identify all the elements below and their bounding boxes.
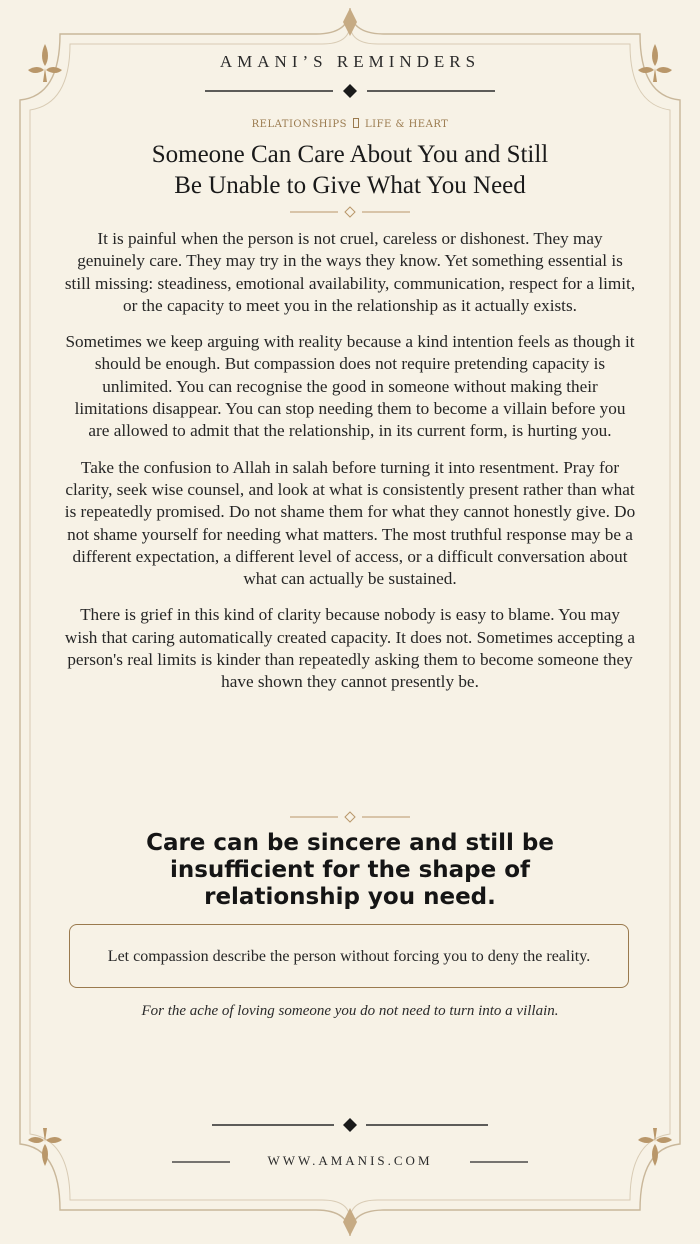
category-relationships: RELATIONSHIPS	[251, 119, 347, 130]
small-diamond-icon	[345, 812, 355, 822]
category-life-heart: LIFE & HEART	[364, 119, 449, 130]
quote-line-1: Care can be sincere and still be	[146, 830, 554, 856]
paragraph-3: Take the confusion to Allah in salah before turning it into resentment. Pray for clarity, seek wise counsel, and look at what is consistently present rather than what is repeatedly promised. Do not shame them for what they cannot honestly give. Do not shame yourself for needing what matters. The most truthful response may be a different expectation, a different level of access, or a difficult conversation about what can actually be sustained.	[64, 457, 636, 589]
quote-divider	[290, 810, 410, 824]
small-diamond-icon	[345, 207, 355, 217]
bottom-diamond-ornament	[340, 1206, 360, 1238]
paragraph-1: It is painful when the person is not cruel, careless or dishonest. They may genuinely care. They may try in the ways they know. Yet something essential is still missing: steadiness, emotional availability, communication, respect for a limit, or the capacity to meet you in the relationship as it actually exists.	[64, 229, 636, 315]
article-body	[64, 228, 636, 708]
quote-line-3: relationship you need.	[204, 884, 496, 910]
dedication-text: For the ache of loving someone you do not need to turn into a villain.	[141, 1003, 559, 1019]
title-line-1: Someone Can Care About You and Still	[151, 141, 549, 168]
pull-quote	[0, 830, 700, 911]
brand-title: AMANI’S REMINDERS	[219, 52, 481, 71]
page-title	[0, 139, 700, 201]
title-divider	[290, 205, 410, 219]
title-line-2: Be Unable to Give What You Need	[174, 172, 526, 199]
category-label	[0, 118, 700, 130]
category-separator-icon	[353, 118, 359, 128]
top-diamond-ornament	[340, 6, 360, 38]
diamond-icon	[343, 84, 357, 98]
callout-box	[69, 924, 629, 988]
header-divider	[205, 82, 495, 100]
website-link[interactable]: WWW.AMANIS.COM	[267, 1153, 433, 1168]
callout-text: Let compassion describe the person without forcing you to deny the reality.	[107, 947, 591, 965]
footer-divider	[212, 1116, 488, 1134]
quote-line-2: insufficient for the shape of	[169, 857, 531, 883]
paragraph-2: Sometimes we keep arguing with reality because a kind intention feels as though it should be enough. But compassion does not require pretending capacity is unlimited. You can recognise the good in someone without making their limitations disappear. You can stop needing them to become a villain before you are allowed to admit that the relationship, in its current form, is hurting you.	[65, 332, 635, 441]
paragraph-4: There is grief in this kind of clarity because nobody is easy to blame. You may wish that caring automatically created capacity. It does not. Sometimes accepting a person's real limits is kinder than repeatedly asking them to become someone they have shown they cannot presently be.	[64, 605, 636, 692]
diamond-icon	[343, 1118, 357, 1132]
